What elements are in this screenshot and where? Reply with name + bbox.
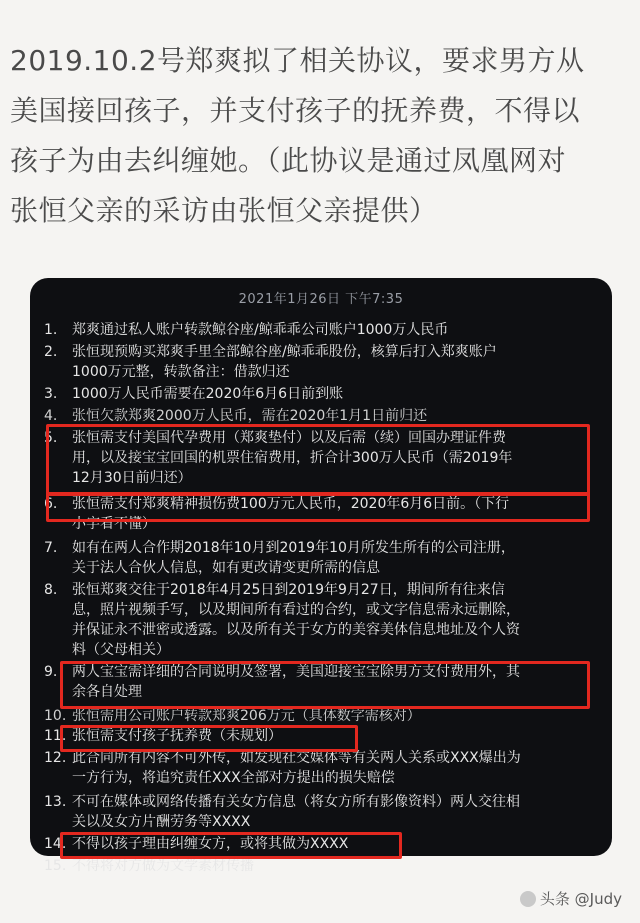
highlight-box (60, 661, 590, 709)
watermark-text: 头条 @Judy (539, 890, 622, 908)
highlight-box (60, 832, 402, 859)
highlight-box (60, 725, 358, 752)
watermark (520, 888, 622, 909)
timestamp: 2021年1月26日 下午7:35 (238, 292, 404, 307)
article-caption: 2019.10.2号郑爽拟了相关协议，要求男方从 美国接回孩子，并支付孩子的抚养费，不得以 孩子为由去纠缠她。（此协议是通过凤凰网对 张恒父亲的采访由张恒父亲提供） (10, 44, 585, 227)
highlight-box (46, 492, 590, 522)
highlight-box (46, 424, 590, 496)
toutiao-logo-icon (520, 891, 536, 907)
agreement-screenshot: 2021年1月26日 下午7:35 1. 郑爽通过私人账户转款鲸谷座/鲸乖乖公司账户1000万人民币 2. 张恒现预购买郑爽手里全部鲸谷座/鲸乖乖股份，核算后打入郑爽账户 1000万元整，转款备注：借款归还 3. 1000万人民币需要在2020年6月6日前到账 4. 张恒欠款郑爽2000万人民币，需在2020年1月1日前归还 5. 张恒需支付美国代孕费用（郑爽垫付）以及后需（续）回国办理证件费 用，以及接宝宝回国的机票住宿费用，折合计300万人民币（需2019年 12月30日前归还） 6. 张恒需支付郑爽精神损伤费100万元人民币，2020年6月6日前。（下行 小字看不懂） 7. 如有在两人合作期2018年10月到2019年10月所发生所有的公司注册， 关于法人合伙人信息，如有更改请变更所需的信息 8. 张恒郑爽交往于2018年4月25日到2019年9月27日，期间所有往来信 息，照片视频手写，以及期间所有看过的合约，或文字信息需永远删除， 并保证永不泄密或透露。以及所有关于女方的美容美体信息地址及个人资 料（父母相关） 9. 两人宝宝需详细的合同说明及签署，美国迎接宝宝除男方支付费用外，其 余各自处理 10. 张恒需用公司账户转款郑爽206万元（具体数字需核对） 11. 张恒需支付孩子抚养费（未规划） 12. 此合同所有内容不可外传，如发现社交媒体等有关两人关系或XXX爆出为 一方行为，将追究责任XXX全部对方提出的损失赔偿 13. 不可在媒体或网络传播有关女方信息（将女方所有影像资料）两人交往相 关以及女方片酬劳务等XXXX 14. 不得以孩子理由纠缠女方，或将其做为XXXX 15. 不得将对方做为文学素材传播 (30, 278, 612, 856)
